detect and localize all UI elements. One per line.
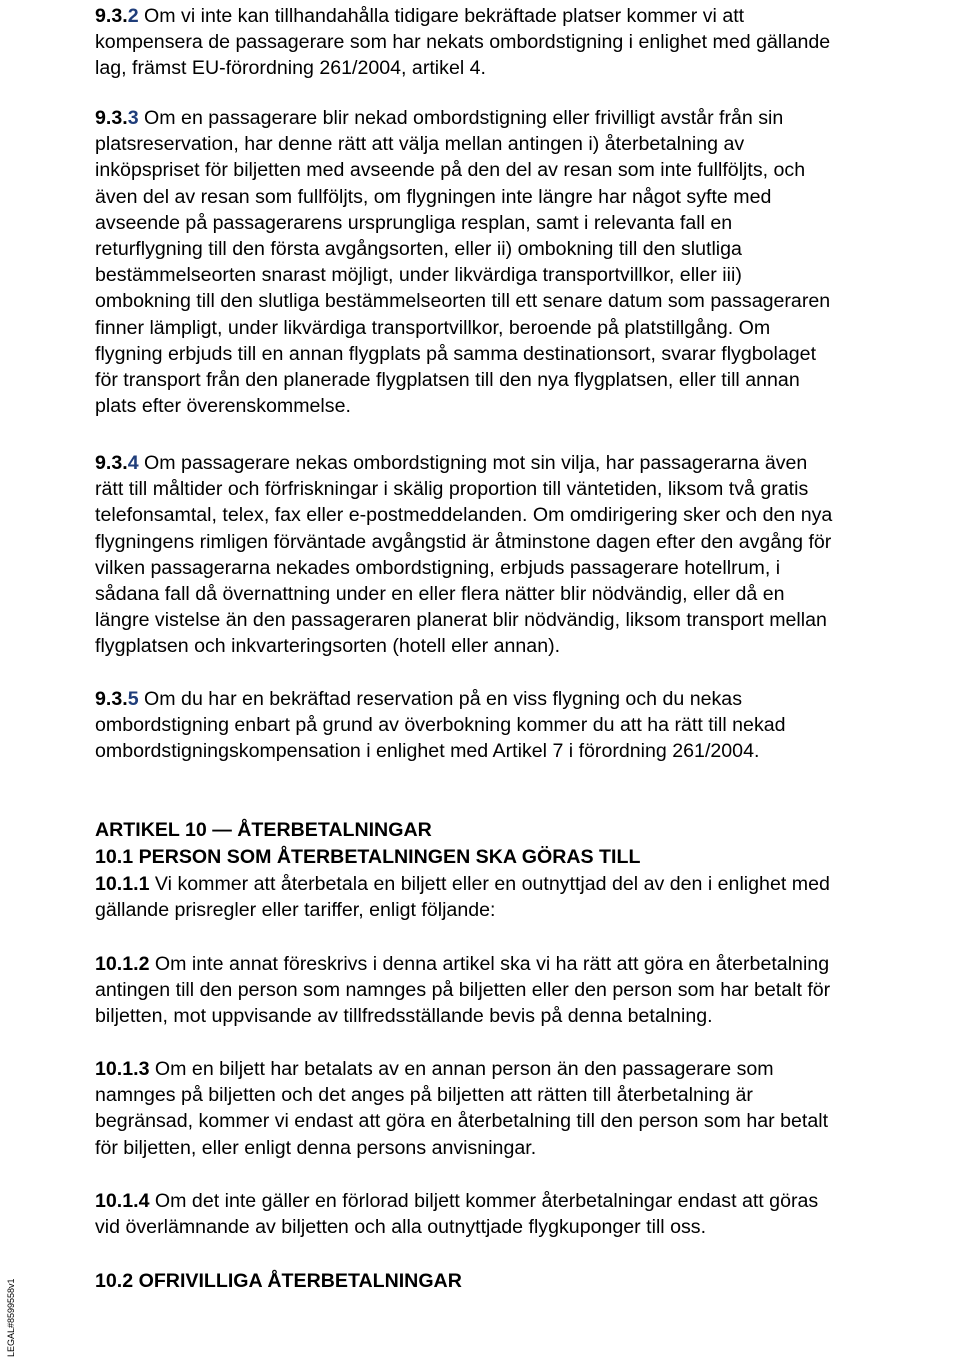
section-text-line: kompensera de passagerare som har nekats ombordstigning i enlighet med gällande [95, 31, 831, 54]
section-text-line: Om passagerare nekas ombordstigning mot sin vilja, har passagerarna även [138, 452, 808, 474]
section-text-line: ombordstigning enbart på grund av överbokning kommer du att ha rätt till nekad [95, 714, 786, 737]
section-number: 10.1.3 [95, 1058, 150, 1080]
section-10-1-1 [95, 871, 830, 923]
section-text-line: för biljetten, eller enligt denna persons anvisningar. [95, 1136, 537, 1159]
section-number: 9.3.2 [95, 5, 139, 27]
section-10-1-4 [95, 1188, 818, 1240]
section-text-line: flygningens rimligen förväntade avgångstid är åtminstone dagen efter den avgång för [95, 530, 832, 553]
section-text-line: Om vi inte kan tillhandahålla tidigare bekräftade platser kommer vi att [138, 5, 745, 27]
section-text-line: begränsad, kommer vi endast att göra en återbetalning till den person som har betalt [95, 1110, 829, 1133]
section-text-line: gällande prisregler eller tariffer, enligt följande: [95, 899, 496, 922]
section-text-line: för transport från den planerade flygplatsen till den nya flygplatsen, eller till annan [95, 369, 800, 392]
section-text-line: lag, främst EU-förordning 261/2004, artikel 4. [95, 57, 486, 80]
section-text-line: plats efter överenskommelse. [95, 395, 351, 418]
section-text-line: antingen till den person som namnges på biljetten eller den person som har betalt för [95, 979, 831, 1002]
section-text-line: sådana fall då övernattning under en eller flera nätter blir nödvändig, eller då en [95, 583, 785, 606]
section-text-line: längre vistelse än den passageraren planerat blir nödvändig, liksom transport mellan [95, 609, 827, 632]
section-text-line: ombokning till den slutliga bestämmelseorten till ett senare datum som passageraren [95, 290, 831, 313]
section-text-line: biljetten, mot uppvisande av tillfredsställande bevis på denna betalning. [95, 1005, 713, 1028]
section-9-3-3 [95, 105, 830, 419]
section-10-1-3 [95, 1056, 828, 1161]
section-text-line: telefonsamtal, telex, fax eller e-postmeddelanden. Om omdirigering sker och den nya [95, 504, 833, 527]
section-number: 10.1.4 [95, 1190, 150, 1212]
section-text-line: Om det inte gäller en förlorad biljett kommer återbetalningar endast att göras [149, 1190, 819, 1212]
article-heading: ARTIKEL 10 — ÅTERBETALNINGAR [95, 819, 432, 841]
section-number: 9.3.3 [95, 107, 139, 129]
subsection-heading-10-1: 10.1 PERSON SOM ÅTERBETALNINGEN SKA GÖRAS TILL [95, 846, 641, 868]
section-number: 10.1.2 [95, 953, 150, 975]
section-text-line: Om en biljett har betalats av en annan person än den passagerare som [149, 1058, 774, 1080]
section-9-3-2 [95, 3, 830, 82]
section-text-line: Om en passagerare blir nekad ombordstigning eller frivilligt avstår från sin [138, 107, 784, 129]
section-number: 9.3.5 [95, 688, 139, 710]
section-text-line: Om inte annat föreskrivs i denna artikel ska vi ha rätt att göra en återbetalning [149, 953, 830, 975]
section-text-line: finner lämpligt, under likvärdiga transportvillkor, beroende på platstillgång. Om [95, 316, 771, 339]
document-id-text: LEGAL#8599558v1 [6, 1278, 16, 1357]
document-id-footer [6, 1237, 18, 1357]
section-text-line: avseende på passagerarens ursprungliga resplan, samt i relevanta fall en [95, 211, 733, 234]
section-10-1-2 [95, 951, 830, 1030]
section-text-line: Vi kommer att återbetala en biljett eller en outnyttjad del av den i enlighet med [149, 873, 830, 895]
section-text-line: flygplatsen och inkvarteringsorten (hotell eller annan). [95, 635, 561, 658]
section-number: 10.1.1 [95, 873, 150, 895]
subsection-heading-10-2: 10.2 OFRIVILLIGA ÅTERBETALNINGAR [95, 1270, 462, 1292]
section-text-line: vilken passagerarna nekades ombordstigning, erbjuds passagerare hotellrum, i [95, 556, 781, 579]
section-text-line: Om du har en bekräftad reservation på en viss flygning och du nekas [138, 688, 742, 710]
section-9-3-5 [95, 686, 786, 765]
section-text-line: bestämmelseorten snarast möjligt, under likvärdiga transportvillkor, eller iii) [95, 264, 742, 287]
section-text-line: platsreservation, har denne rätt att välja mellan antingen i) återbetalning av [95, 133, 745, 156]
section-text-line: även del av resan som fullföljts, om flygningen inte längre har något syfte med [95, 185, 772, 208]
section-text-line: inköpspriset för biljetten med avseende på den del av resan som inte fullföljts, och [95, 159, 806, 182]
section-text-line: returflygning till den första avgångsorten, eller ii) ombokning till den slutliga [95, 238, 742, 261]
section-text-line: flygning erbjuds till en annan flygplats på samma destinationsort, svarar flygbolaget [95, 342, 817, 365]
section-text-line: rätt till måltider och förfriskningar i skälig proportion till väntetiden, liksom två gratis [95, 478, 809, 501]
section-number: 9.3.4 [95, 452, 139, 474]
section-text-line: ombordstigningskompensation i enlighet med Artikel 7 i förordning 261/2004. [95, 740, 760, 763]
section-text-line: namnges på biljetten och det anges på biljetten att rätten till återbetalning är [95, 1084, 753, 1107]
section-9-3-4 [95, 450, 832, 660]
section-text-line: vid överlämnande av biljetten och alla outnyttjade flygkuponger till oss. [95, 1216, 707, 1239]
